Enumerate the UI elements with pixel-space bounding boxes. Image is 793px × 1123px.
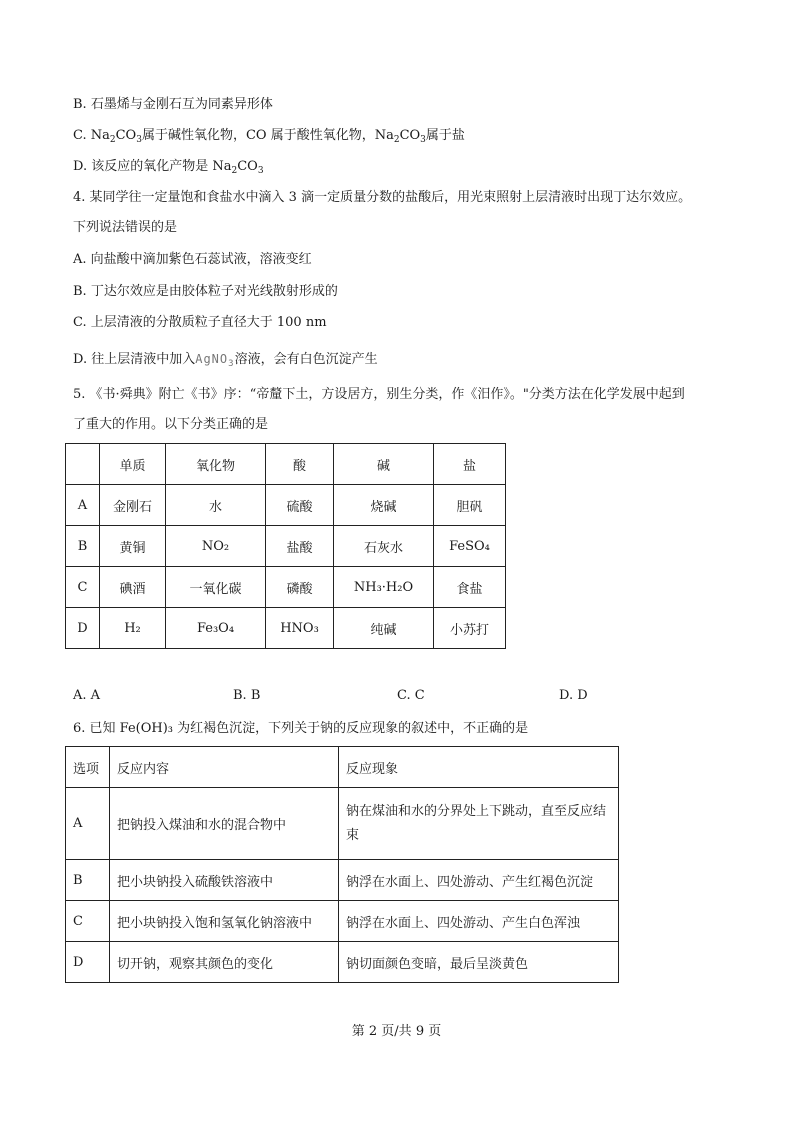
table-header-cell: 碱 xyxy=(334,444,434,485)
q3-option-d: D. 该反应的氧化产物是 $Na_2CO_3$ xyxy=(73,159,264,176)
table-row xyxy=(66,901,619,942)
q5-stem-line1: 5. 《书·舜典》附亡《书》序：“帝釐下土，方设居方，别生分类，作《汨作》。"分类方法在化学发展中起到 xyxy=(73,387,685,402)
table-cell: A xyxy=(66,485,100,526)
table-cell: 一氧化碳 xyxy=(166,567,266,608)
table-cell: H₂ xyxy=(100,608,166,649)
table-cell: FeSO₄ xyxy=(434,526,506,567)
table-cell: 切开钠，观察其颜色的变化 xyxy=(110,942,339,983)
table-row xyxy=(66,567,506,608)
table-row xyxy=(66,942,619,983)
table-cell: 水 xyxy=(166,485,266,526)
table-row xyxy=(66,485,506,526)
table-cell: Fe₃O₄ xyxy=(166,608,266,649)
table-header-row xyxy=(66,444,506,485)
table-header-cell: 选项 xyxy=(66,747,110,788)
agno3-formula: AgNO$_3$ xyxy=(195,352,235,369)
q5-options xyxy=(73,688,713,708)
q4-stem-line1: 4. 某同学往一定量饱和食盐水中滴入 3 滴一定质量分数的盐酸后，用光束照射上层清液时出现丁达尔效应。 xyxy=(73,190,692,205)
table-cell: B xyxy=(66,526,100,567)
table-cell: 小苏打 xyxy=(434,608,506,649)
table-cell: D xyxy=(66,942,110,983)
table-cell: 钠浮在水面上、四处游动、产生红褐色沉淀 xyxy=(339,860,619,901)
q4-option-a: A. 向盐酸中滴加紫色石蕊试液，溶液变红 xyxy=(73,252,312,267)
table-cell: 钠切面颜色变暗，最后呈淡黄色 xyxy=(339,942,619,983)
q5-option-a: A. A xyxy=(73,688,101,703)
table-cell: 把钠投入煤油和水的混合物中 xyxy=(110,788,339,860)
q4-option-c: C. 上层清液的分散质粒子直径大于 100 nm xyxy=(73,315,327,330)
table-header-cell: 反应现象 xyxy=(339,747,619,788)
table-cell: 胆矾 xyxy=(434,485,506,526)
table-cell: NH₃·H₂O xyxy=(334,567,434,608)
table-cell: 烧碱 xyxy=(334,485,434,526)
table-cell: A xyxy=(66,788,110,860)
table-row xyxy=(66,608,506,649)
q5-option-d: D. D xyxy=(559,688,588,703)
q5-option-c: C. C xyxy=(397,688,425,703)
table-cell: 碘酒 xyxy=(100,567,166,608)
table-cell: B xyxy=(66,860,110,901)
page-footer: 第 2 页/共 9 页 xyxy=(351,1024,442,1039)
table-cell: C xyxy=(66,567,100,608)
q4-option-b: B. 丁达尔效应是由胶体粒子对光线散射形成的 xyxy=(73,284,338,299)
table-cell: 硫酸 xyxy=(266,485,334,526)
table-cell: 金刚石 xyxy=(100,485,166,526)
table-header-cell: 氧化物 xyxy=(166,444,266,485)
table-header-cell: 酸 xyxy=(266,444,334,485)
table-cell: 盐酸 xyxy=(266,526,334,567)
table-cell: D xyxy=(66,608,100,649)
sodium-reaction-table xyxy=(65,746,619,983)
table-header-row xyxy=(66,747,619,788)
table-header-cell: 单质 xyxy=(100,444,166,485)
table-cell: C xyxy=(66,901,110,942)
table-cell: 把小块钠投入饱和氢氧化钠溶液中 xyxy=(110,901,339,942)
q6-stem: 6. 已知 Fe(OH)₃ 为红褐色沉淀，下列关于钠的反应现象的叙述中，不正确的是 xyxy=(73,721,529,736)
q5-stem-line2: 了重大的作用。以下分类正确的是 xyxy=(73,417,269,432)
table-header-cell: 反应内容 xyxy=(110,747,339,788)
table-cell: 钠在煤油和水的分界处上下跳动，直至反应结束 xyxy=(339,788,619,860)
table-row xyxy=(66,526,506,567)
table-cell: 磷酸 xyxy=(266,567,334,608)
table-row xyxy=(66,860,619,901)
table-cell: 钠浮在水面上、四处游动、产生白色浑浊 xyxy=(339,901,619,942)
q5-option-b: B. B xyxy=(233,688,261,703)
table-cell: 食盐 xyxy=(434,567,506,608)
q4-stem-line2: 下列说法错误的是 xyxy=(73,220,178,235)
table-row xyxy=(66,788,619,860)
q3-option-b: B. 石墨烯与金刚石互为同素异形体 xyxy=(73,97,273,112)
classification-table xyxy=(65,443,506,649)
table-cell: 石灰水 xyxy=(334,526,434,567)
table-header-cell xyxy=(66,444,100,485)
q3-option-c: C. $Na_2CO_3$属于碱性氧化物，CO 属于酸性氧化物，$Na_2CO_3$属于盐 xyxy=(73,128,465,145)
q4-option-d: D. 往上层清液中加入AgNO$_3$溶液，会有白色沉淀产生 xyxy=(73,352,378,369)
table-cell: HNO₃ xyxy=(266,608,334,649)
table-cell: 黄铜 xyxy=(100,526,166,567)
table-cell: 纯碱 xyxy=(334,608,434,649)
table-header-cell: 盐 xyxy=(434,444,506,485)
table-cell: 把小块钠投入硫酸铁溶液中 xyxy=(110,860,339,901)
table-cell: NO₂ xyxy=(166,526,266,567)
